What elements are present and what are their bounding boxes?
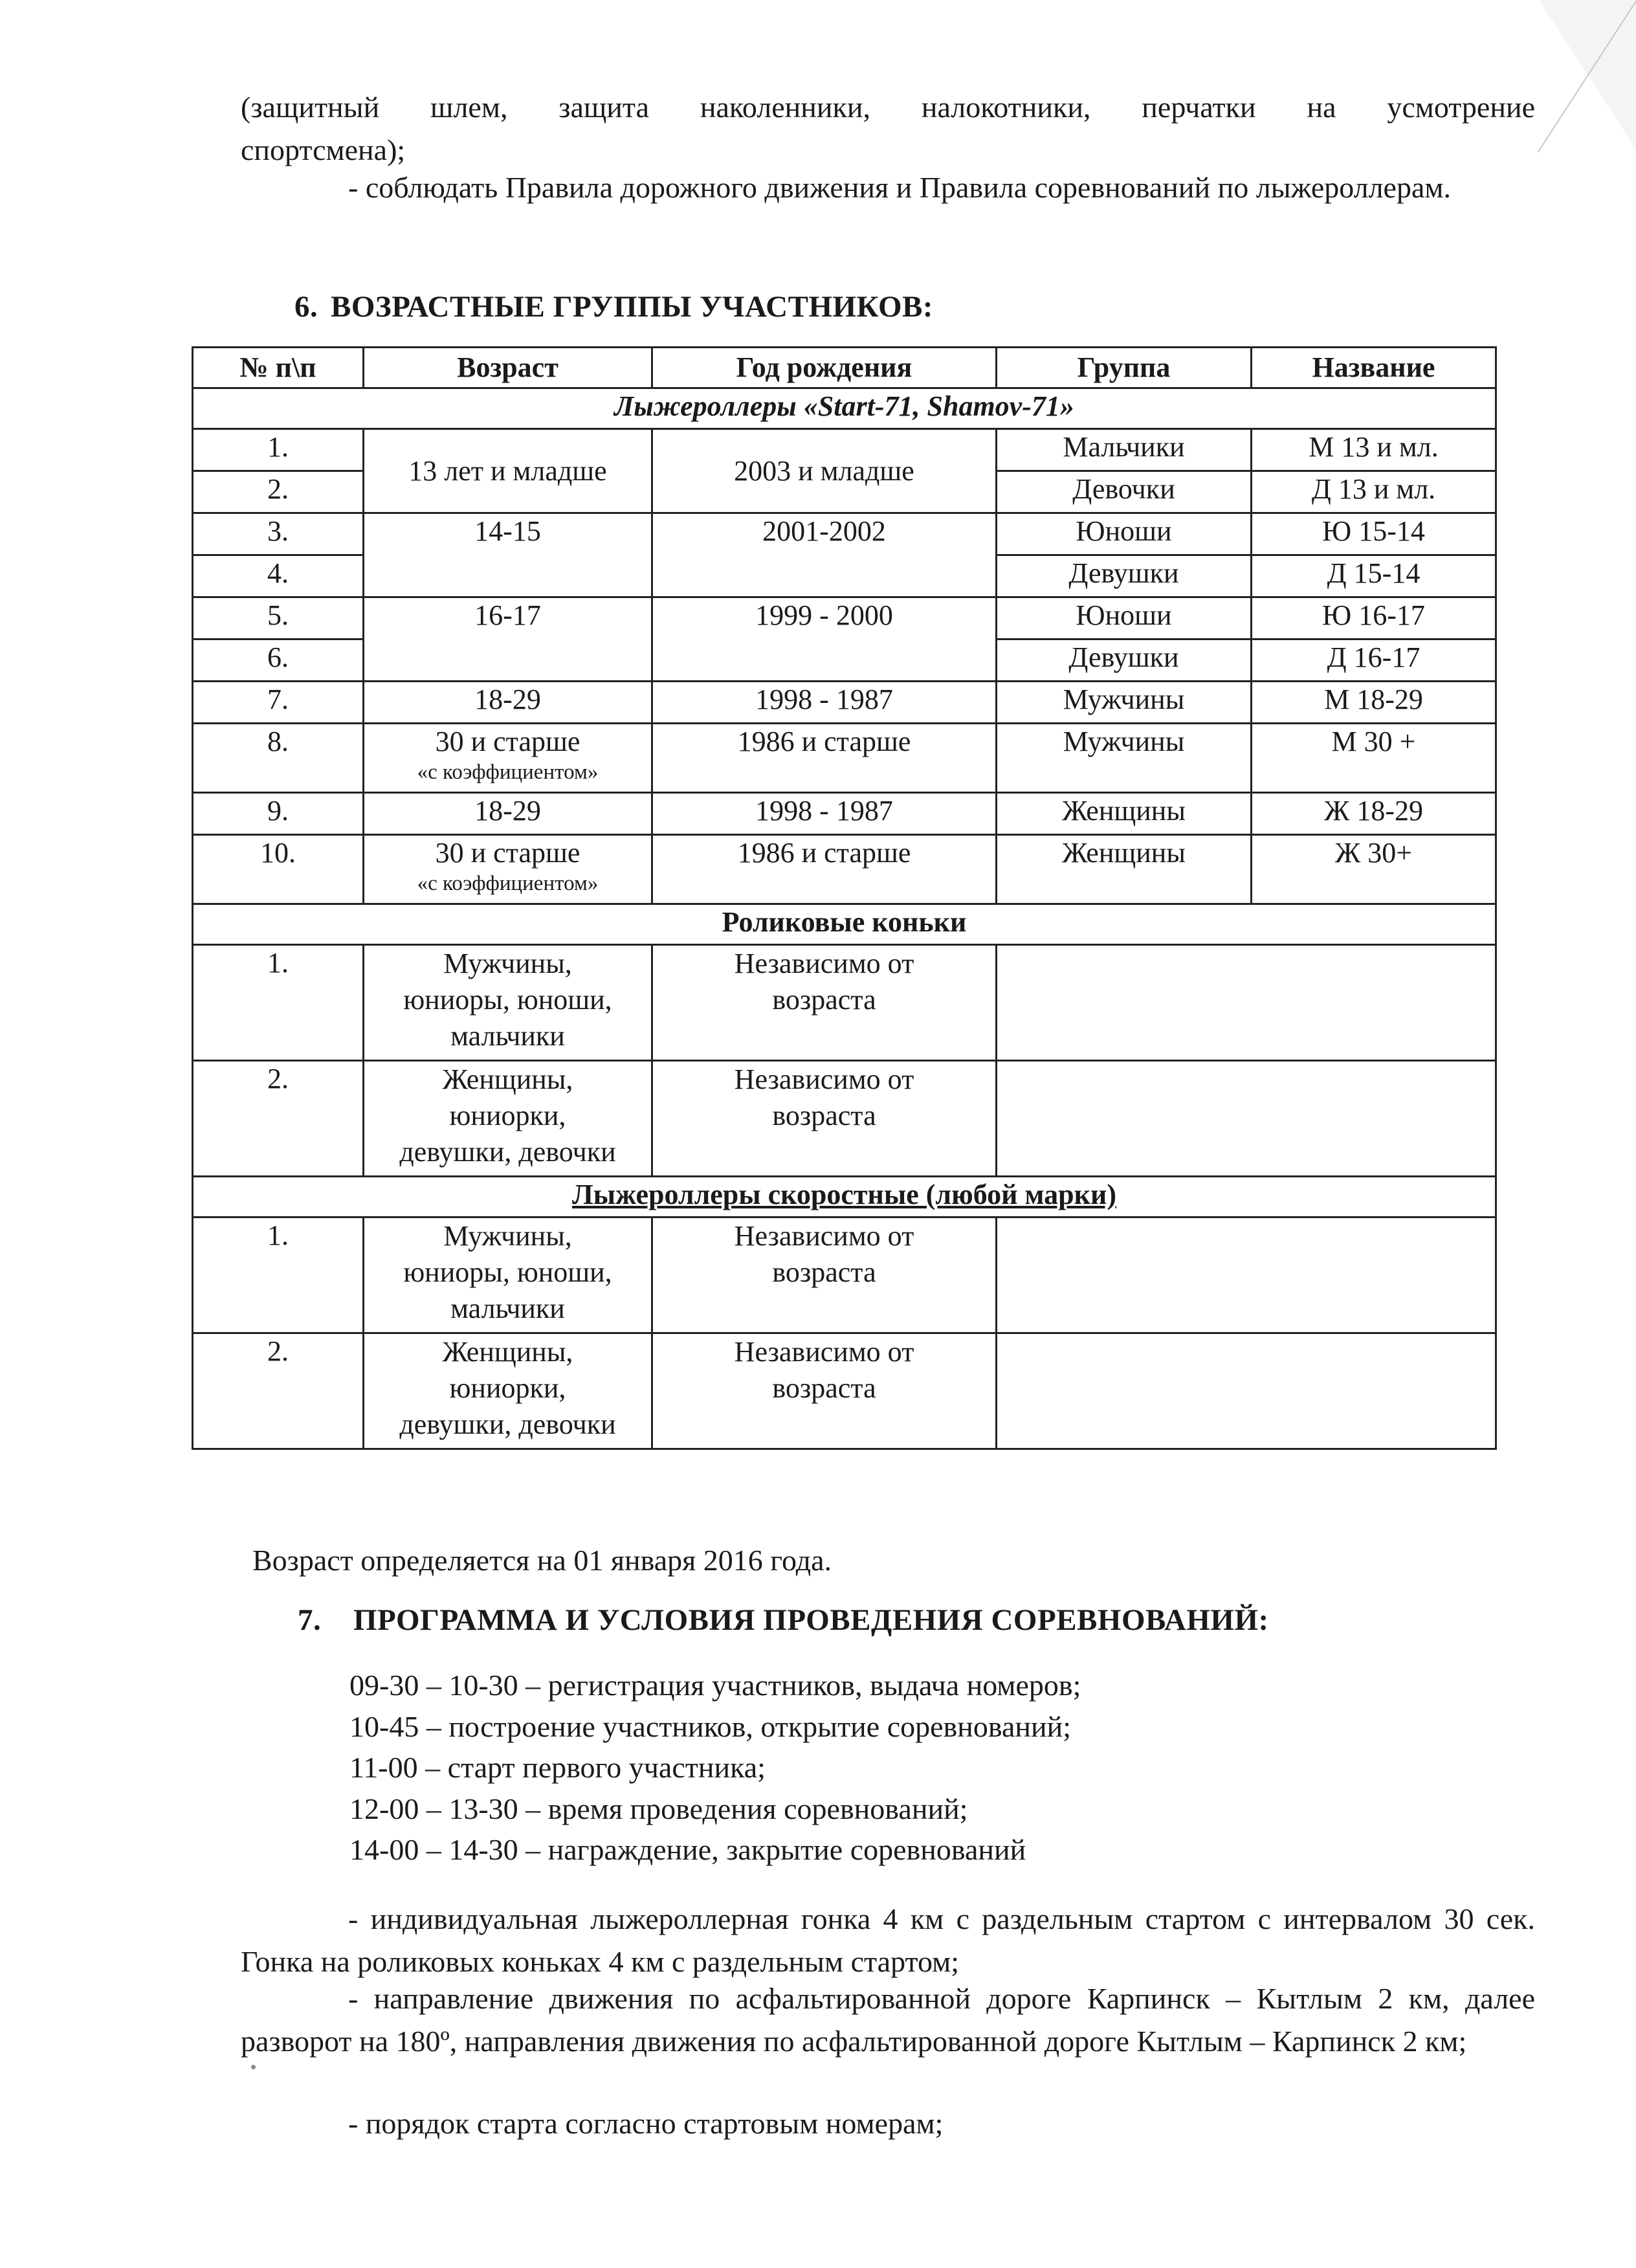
- cell-name: Ж 18-29: [1252, 793, 1496, 835]
- cell-age-line: девушки, девочки: [399, 1136, 616, 1168]
- cell-age-line: Мужчины,: [443, 1220, 572, 1252]
- cell-number: 4.: [193, 555, 364, 597]
- cell-birth-year: 1986 и старше: [652, 835, 997, 904]
- cell-age-line: Женщины,: [442, 1063, 573, 1095]
- cell-age-note: «с коэффициентом»: [417, 761, 599, 784]
- cell-age-line: юниоры, юноши,: [403, 984, 612, 1016]
- cell-number: 9.: [193, 793, 364, 835]
- cell-birth-year: 2003 и младше: [652, 429, 997, 513]
- table-row: [193, 513, 1496, 555]
- header-group: Группа: [997, 348, 1252, 388]
- cell-age: 16-17: [364, 597, 652, 682]
- cell-age-line: юниорки,: [449, 1100, 566, 1131]
- cell-group: Женщины: [997, 835, 1252, 904]
- cell-age-line: юниорки,: [449, 1372, 566, 1404]
- cell-year-line: Независимо от: [734, 1063, 914, 1095]
- cell-number: 8.: [193, 724, 364, 793]
- section-title-text: Лыжероллеры скоростные (любой марки): [572, 1179, 1116, 1210]
- cell-age-line: мальчики: [450, 1020, 565, 1052]
- cell-group: Девочки: [997, 471, 1252, 513]
- section-title-skirollers: Лыжероллеры «Start-71, Shamov-71»: [193, 388, 1496, 429]
- cell-year-line: возраста: [772, 1372, 876, 1404]
- cell-number: 1.: [193, 429, 364, 471]
- cell-age-line: девушки, девочки: [399, 1408, 616, 1440]
- cell-empty: [997, 1217, 1496, 1333]
- header-birth-year: Год рождения: [652, 348, 997, 388]
- cell-year-line: Независимо от: [734, 1220, 914, 1252]
- section-7-number: 7.: [298, 1603, 322, 1637]
- cell-age: [364, 1217, 652, 1333]
- table-row: [193, 429, 1496, 471]
- section-7-title: ПРОГРАММА И УСЛОВИЯ ПРОВЕДЕНИЯ СОРЕВНОВАНИЙ:: [353, 1603, 1269, 1637]
- age-reference-note: Возраст определяется на 01 января 2016 года.: [252, 1544, 832, 1577]
- cell-group: Мужчины: [997, 724, 1252, 793]
- table-row: [193, 597, 1496, 639]
- cell-name: Ж 30+: [1252, 835, 1496, 904]
- cell-year-line: Независимо от: [734, 948, 914, 979]
- cell-birth-year: 1999 - 2000: [652, 597, 997, 682]
- table-row: [193, 1217, 1496, 1333]
- schedule-item: 09-30 – 10-30 – регистрация участников, выдача номеров;: [349, 1669, 1081, 1702]
- table-row: [193, 945, 1496, 1061]
- cell-age-line: Мужчины,: [443, 948, 572, 979]
- cell-number: 3.: [193, 513, 364, 555]
- table-row: [193, 1061, 1496, 1177]
- table-header-row: [193, 348, 1496, 388]
- cell-age-text: 30 и старше: [435, 837, 580, 869]
- scan-speck: [251, 2065, 256, 2069]
- intro-line-2: спортсмена);: [241, 133, 406, 166]
- cell-age: [364, 945, 652, 1061]
- cell-number: 7.: [193, 682, 364, 724]
- cell-number: 6.: [193, 639, 364, 682]
- cell-name: Д 13 и мл.: [1252, 471, 1496, 513]
- cell-year-line: Независимо от: [734, 1336, 914, 1368]
- section-6-number: 6.: [294, 290, 318, 324]
- cell-name: Д 16-17: [1252, 639, 1496, 682]
- header-age: Возраст: [364, 348, 652, 388]
- cell-birth-year: 2001-2002: [652, 513, 997, 597]
- cell-birth-year: [652, 1217, 997, 1333]
- cell-number: 1.: [193, 1217, 364, 1333]
- table-row: [193, 793, 1496, 835]
- cell-group: Мужчины: [997, 682, 1252, 724]
- cell-name: Ю 15-14: [1252, 513, 1496, 555]
- cell-age: [364, 724, 652, 793]
- table-row: [193, 835, 1496, 904]
- section-6-title: ВОЗРАСТНЫЕ ГРУППЫ УЧАСТНИКОВ:: [331, 290, 934, 324]
- cell-empty: [997, 1061, 1496, 1177]
- table-row: [193, 682, 1496, 724]
- cell-age-text: 30 и старше: [435, 726, 580, 757]
- cell-group: Девушки: [997, 639, 1252, 682]
- schedule-item: 14-00 – 14-30 – награждение, закрытие соревнований: [349, 1833, 1026, 1866]
- section-row: [193, 904, 1496, 945]
- cell-birth-year: [652, 1061, 997, 1177]
- cell-age: [364, 1061, 652, 1177]
- cell-birth-year: [652, 945, 997, 1061]
- cell-year-line: возраста: [772, 1100, 876, 1131]
- section-row: [193, 1177, 1496, 1217]
- cell-birth-year: 1998 - 1987: [652, 682, 997, 724]
- section-row: [193, 388, 1496, 429]
- cell-name: М 13 и мл.: [1252, 429, 1496, 471]
- cell-age: [364, 1333, 652, 1449]
- header-name: Название: [1252, 348, 1496, 388]
- cell-name: М 30 +: [1252, 724, 1496, 793]
- cell-birth-year: [652, 1333, 997, 1449]
- cell-number: 1.: [193, 945, 364, 1061]
- cell-number: 10.: [193, 835, 364, 904]
- section-6-heading: [294, 289, 933, 324]
- cell-number: 2.: [193, 471, 364, 513]
- cell-age: [364, 835, 652, 904]
- schedule-item: 10-45 – построение участников, открытие соревнований;: [349, 1710, 1072, 1743]
- cell-age: 14-15: [364, 513, 652, 597]
- intro-line-1: (защитный шлем, защита наколенники, налокотники, перчатки на усмотрение: [241, 91, 1535, 124]
- cell-age: 18-29: [364, 682, 652, 724]
- schedule-item: 11-00 – старт первого участника;: [349, 1751, 766, 1784]
- cell-group: Девушки: [997, 555, 1252, 597]
- cell-number: 5.: [193, 597, 364, 639]
- intro-paragraph-2: - соблюдать Правила дорожного движения и Правила соревнований по лыжероллерам.: [348, 171, 1451, 204]
- cell-name: Ю 16-17: [1252, 597, 1496, 639]
- condition-paragraph: - индивидуальная лыжероллерная гонка 4 км с раздельным стартом с интервалом 30 сек. Гонка на роликовых коньках 4 км с раздельным стартом;: [241, 1902, 1535, 1978]
- table-row: [193, 724, 1496, 793]
- cell-year-line: возраста: [772, 1256, 876, 1288]
- cell-age-note: «с коэффициентом»: [417, 872, 599, 895]
- cell-empty: [997, 945, 1496, 1061]
- cell-name: М 18-29: [1252, 682, 1496, 724]
- cell-birth-year: 1998 - 1987: [652, 793, 997, 835]
- section-title-roller-skates: Роликовые коньки: [193, 904, 1496, 945]
- cell-age-line: Женщины,: [442, 1336, 573, 1368]
- age-groups-table: [192, 346, 1497, 1450]
- condition-paragraph: - порядок старта согласно стартовым номерам;: [348, 2107, 944, 2140]
- table-row: [193, 1333, 1496, 1449]
- cell-age-line: мальчики: [450, 1293, 565, 1324]
- cell-age-line: юниоры, юноши,: [403, 1256, 612, 1288]
- cell-group: Мальчики: [997, 429, 1252, 471]
- section-7-heading: [298, 1603, 1269, 1638]
- cell-name: Д 15-14: [1252, 555, 1496, 597]
- condition-paragraph: - направление движения по асфальтированной дороге Карпинск – Кытлым 2 км, далее разворот на 180º, направления движения по асфальтированной дороге Кытлым – Карпинск 2 км;: [241, 1982, 1535, 2058]
- cell-birth-year: 1986 и старше: [652, 724, 997, 793]
- cell-group: Юноши: [997, 513, 1252, 555]
- header-number: № п\п: [193, 348, 364, 388]
- cell-age: 13 лет и младше: [364, 429, 652, 513]
- cell-number: 2.: [193, 1061, 364, 1177]
- cell-number: 2.: [193, 1333, 364, 1449]
- cell-year-line: возраста: [772, 984, 876, 1016]
- cell-empty: [997, 1333, 1496, 1449]
- cell-group: Юноши: [997, 597, 1252, 639]
- cell-group: Женщины: [997, 793, 1252, 835]
- schedule-item: 12-00 – 13-30 – время проведения соревнований;: [349, 1792, 968, 1825]
- section-title-speed-skirollers: [193, 1177, 1496, 1217]
- cell-age: 18-29: [364, 793, 652, 835]
